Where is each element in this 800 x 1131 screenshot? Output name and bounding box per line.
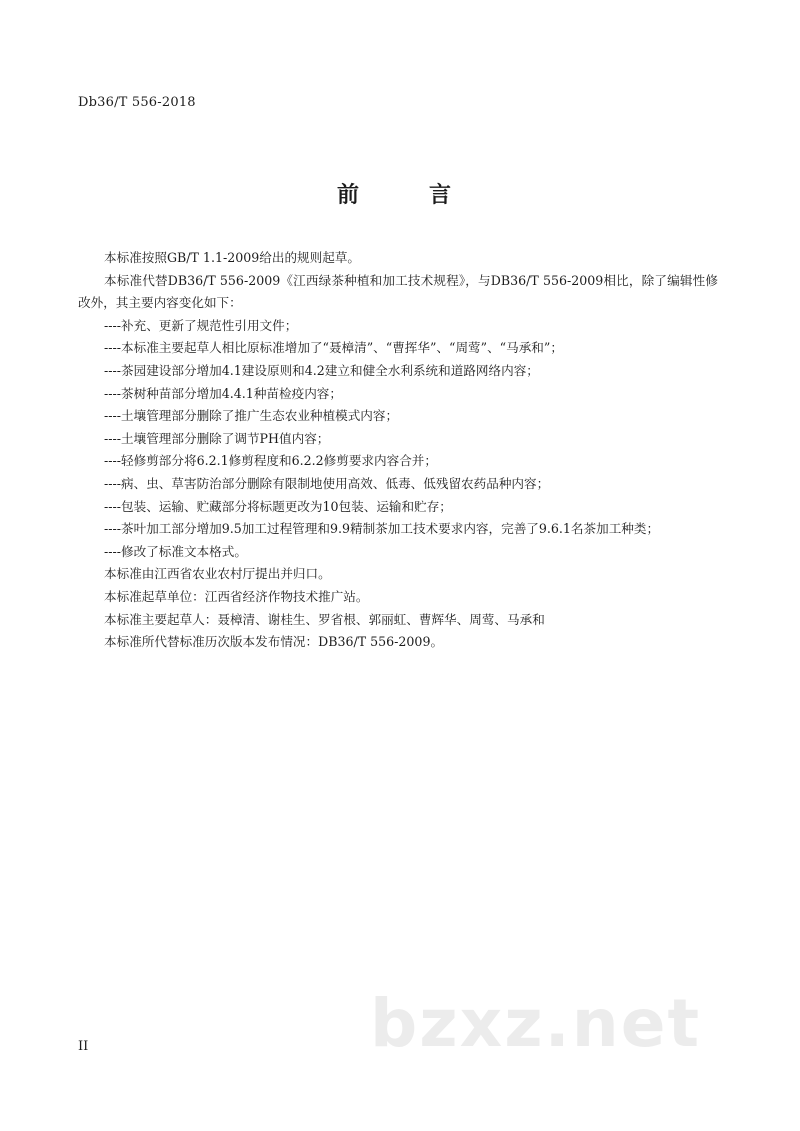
watermark: bzxz.net — [370, 985, 702, 1062]
paragraph: ----茶叶加工部分增加9.5加工过程管理和9.9精制茶加工技术要求内容，完善了9.6.1名茶加工种类； — [104, 521, 660, 537]
paragraph: 本标准起草单位：江西省经济作物技术推广站。 — [104, 588, 369, 604]
paragraph: ----茶园建设部分增加4.1建设原则和4.2建立和健全水利系统和道路网络内容； — [104, 362, 539, 378]
page-number: II — [78, 1039, 89, 1054]
paragraph: 本标准按照GB/T 1.1-2009给出的规则起草。 — [104, 250, 361, 265]
paragraph: ----土壤管理部分删除了推广生态农业种植模式内容； — [104, 408, 399, 424]
paragraph: ----轻修剪部分将6.2.1修剪程度和6.2.2修剪要求内容合并； — [104, 453, 437, 469]
paragraph: 本标准主要起草人：聂樟清、谢桂生、罗省根、郭丽虹、曹辉华、周莺、马承和 — [104, 611, 545, 627]
paragraph: 本标准所代替标准历次版本发布情况：DB36/T 556-2009。 — [104, 634, 444, 650]
paragraph: ----病、虫、草害防治部分删除有限制地使用高效、低毒、低残留农药品种内容； — [104, 475, 550, 491]
paragraph: ----本标准主要起草人相比原标准增加了“聂樟清”、“曹挥华”、“周莺”、“马承和”； — [104, 340, 563, 356]
page-title: 前 言 — [336, 182, 475, 208]
paragraph: ----修改了标准文本格式。 — [104, 543, 247, 559]
paragraph: ----茶树种苗部分增加4.4.1种苗检疫内容； — [104, 385, 342, 401]
paragraph: ----土壤管理部分删除了调节PH值内容； — [104, 430, 330, 446]
paragraph: ----补充、更新了规范性引用文件； — [104, 317, 298, 333]
paragraph: ----包装、运输、贮藏部分将标题更改为10包装、运输和贮存； — [104, 498, 452, 514]
paragraph: 本标准由江西省农业农村厅提出并归口。 — [104, 566, 331, 582]
paragraph: 本标准代替DB36/T 556-2009《江西绿茶种植和加工技术规程》，与DB36/T 556-2009相比，除了编辑性修改外，其主要内容变化如下： — [78, 272, 718, 311]
document-code: Db36/T 556-2018 — [78, 95, 196, 110]
foreword-body — [78, 247, 718, 654]
